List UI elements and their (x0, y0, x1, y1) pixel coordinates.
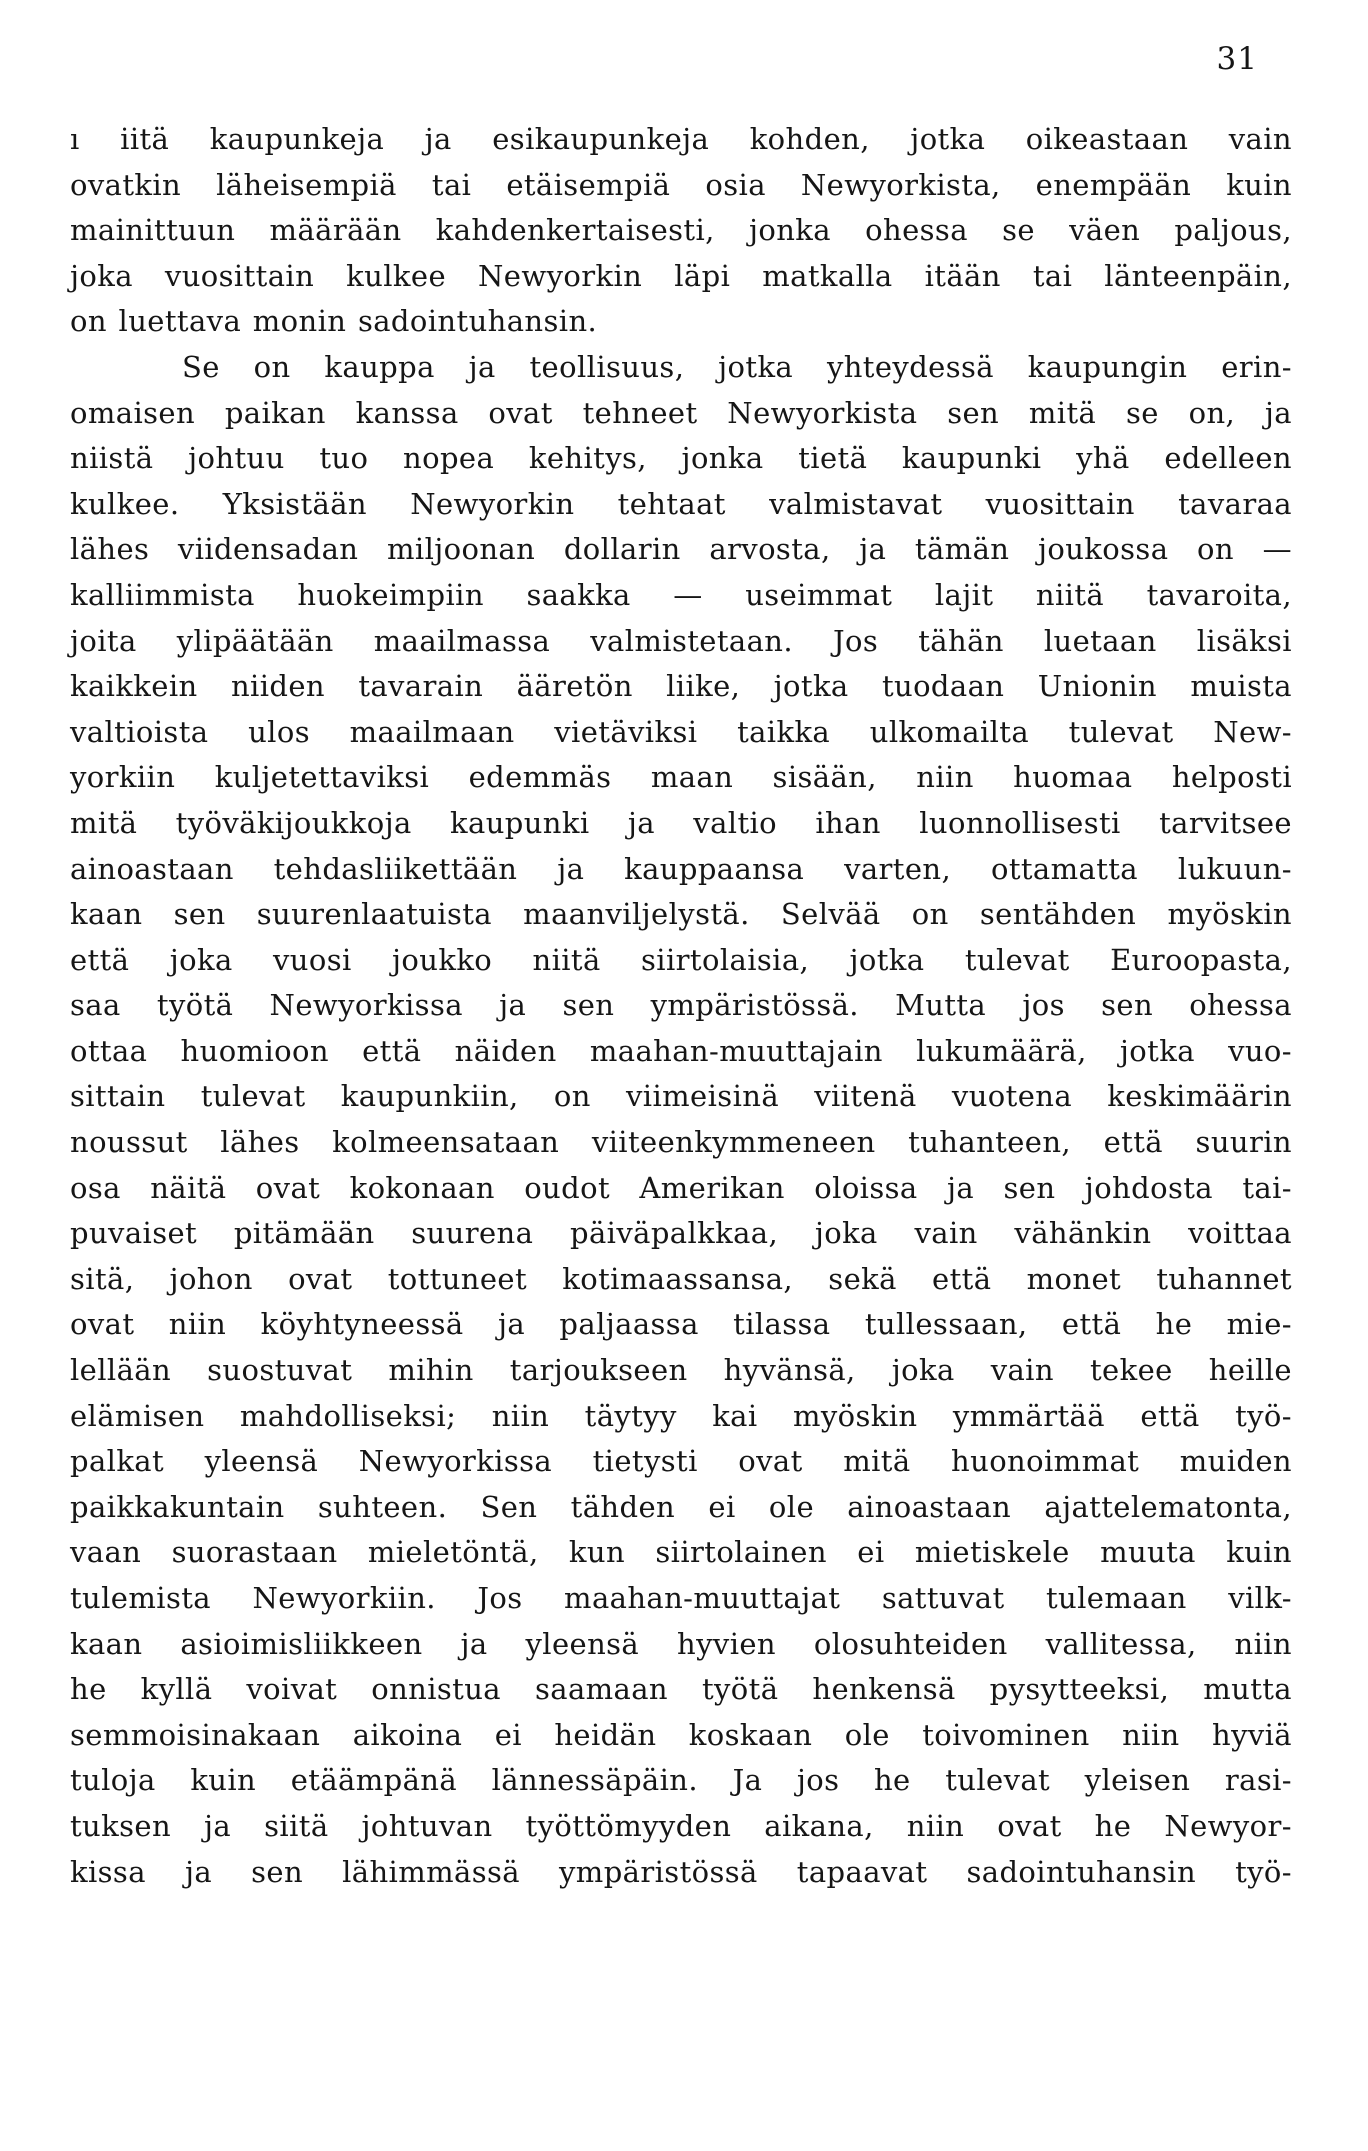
text-line: ovatkin läheisempiä tai etäisempiä osia Newyorkista, enempään kuin (70, 167, 1292, 202)
body-text (70, 117, 1292, 1895)
text-line: tulemista Newyorkiin. Jos maahan-muuttajat sattuvat tulemaan vilk- (70, 1581, 1292, 1615)
text-line: valtioista ulos maailmaan vietäviksi taikka ulkomailta tulevat New- (70, 714, 1292, 749)
text-line: joka vuosittain kulkee Newyorkin läpi matkalla itään tai länteenpäin, (70, 258, 1292, 293)
text-line: ottaa huomioon että näiden maahan-muuttajain lukumäärä, jotka vuo- (70, 1033, 1292, 1068)
text-line: lähes viidensadan miljoonan dollarin arvosta, ja tämän joukossa on — (70, 532, 1292, 567)
text-line: niistä johtuu tuo nopea kehitys, jonka tietä kaupunki yhä edelleen (70, 441, 1292, 476)
text-line: puvaiset pitämään suurena päiväpalkkaa, joka vain vähänkin voittaa (70, 1216, 1292, 1251)
paragraph-end-line: on luettava monin sadointuhansin. (70, 304, 598, 339)
text-line: kalliimmista huokeimpiin saakka — useimmat lajit niitä tavaroita, (70, 577, 1292, 612)
text-line: semmoisinakaan aikoina ei heidän koskaan ole toivominen niin hyviä (70, 1717, 1292, 1752)
text-line: kaikkein niiden tavarain ääretön liike, jotka tuodaan Unionin muista (70, 669, 1292, 704)
text-line: joita ylipäätään maailmassa valmistetaan. Jos tähän luetaan lisäksi (70, 623, 1292, 658)
text-line: he kyllä voivat onnistua saamaan työtä henkensä pysytteeksi, mutta (70, 1672, 1292, 1707)
text-line: ı iitä kaupunkeja ja esikaupunkeja kohden, jotka oikeastaan vain (70, 122, 1292, 156)
text-line: kulkee. Yksistään Newyorkin tehtaat valmistavat vuosittain tavaraa (70, 486, 1292, 521)
text-line: mitä työväkijoukkoja kaupunki ja valtio ihan luonnollisesti tarvitsee (70, 805, 1292, 840)
text-line: paikkakuntain suhteen. Sen tähden ei ole ainoastaan ajattelematonta, (70, 1489, 1292, 1524)
page-number: 31 (1216, 41, 1258, 77)
text-line: kaan sen suurenlaatuista maanviljelystä. Selvää on sentähden myöskin (70, 897, 1292, 932)
text-line: ainoastaan tehdasliikettään ja kauppaansa varten, ottamatta lukuun- (70, 851, 1292, 886)
text-line: tuloja kuin etäämpänä lännessäpäin. Ja jos he tulevat yleisen rasi- (70, 1763, 1292, 1798)
text-line: ovat niin köyhtyneessä ja paljaassa tilassa tullessaan, että he mie- (70, 1307, 1292, 1342)
paragraph-start-line: Se on kauppa ja teollisuus, jotka yhteydessä kaupungin erin- (182, 349, 1292, 384)
text-line: sittain tulevat kaupunkiin, on viimeisinä viitenä vuotena keskimäärin (70, 1079, 1292, 1114)
text-line: sitä, johon ovat tottuneet kotimaassansa, sekä että monet tuhannet (70, 1261, 1292, 1296)
text-line: osa näitä ovat kokonaan oudot Amerikan oloissa ja sen johdosta tai- (70, 1170, 1292, 1205)
text-line: mainittuun määrään kahdenkertaisesti, jonka ohessa se väen paljous, (70, 213, 1292, 248)
text-line: yorkiin kuljetettaviksi edemmäs maan sisään, niin huomaa helposti (70, 760, 1292, 795)
text-line: vaan suorastaan mieletöntä, kun siirtolainen ei mietiskele muuta kuin (70, 1535, 1292, 1570)
text-line: lellään suostuvat mihin tarjoukseen hyvänsä, joka vain tekee heille (70, 1353, 1292, 1388)
text-line: palkat yleensä Newyorkissa tietysti ovat mitä huonoimmat muiden (70, 1444, 1292, 1479)
text-line: kissa ja sen lähimmässä ympäristössä tapaavat sadointuhansin työ- (70, 1854, 1292, 1889)
text-line: saa työtä Newyorkissa ja sen ympäristössä. Mutta jos sen ohessa (70, 988, 1292, 1023)
text-line: elämisen mahdolliseksi; niin täytyy kai myöskin ymmärtää että työ- (70, 1398, 1292, 1433)
text-line: noussut lähes kolmeensataan viiteenkymmeneen tuhanteen, että suurin (70, 1125, 1292, 1160)
text-line: kaan asioimisliikkeen ja yleensä hyvien olosuhteiden vallitessa, niin (70, 1626, 1292, 1661)
text-line: omaisen paikan kanssa ovat tehneet Newyorkista sen mitä se on, ja (70, 395, 1292, 430)
text-line: tuksen ja siitä johtuvan työttömyyden aikana, niin ovat he Newyor- (70, 1808, 1292, 1843)
text-line: että joka vuosi joukko niitä siirtolaisia, jotka tulevat Euroopasta, (70, 942, 1292, 977)
